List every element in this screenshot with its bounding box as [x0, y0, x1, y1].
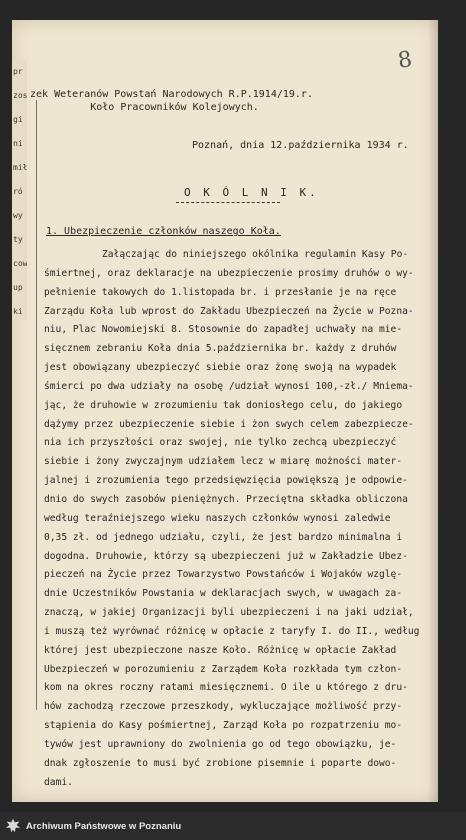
underlying-page-strip: [12, 60, 27, 320]
body-line: Załączając do niniejszego okólnika regulamin Kasy Po-: [102, 249, 409, 260]
margin-fragment: cow: [13, 259, 27, 268]
body-line: dami.: [44, 776, 73, 788]
body-line: dnie Uczestników Powstania w deklaracjach swych, w uwagach za-: [44, 588, 403, 600]
margin-fragment: ró: [13, 187, 23, 196]
body-line: siebie i żony zwyczajnym udziałem lecz w miarę możności mater-: [44, 456, 403, 468]
body-line: niu, Plac Nowomiejski 8. Stosownie do zapadłej uchwały na mie-: [44, 324, 403, 336]
margin-rule: [36, 100, 37, 710]
body-line: tywów jest uprawniony do zwolnienia go od tego obowiązku, je-: [44, 738, 397, 750]
section-heading: 1. Ubezpieczenie członków naszego Koła.: [46, 226, 281, 237]
body-line: jalnej i zrozumienia tego przedsięwzięcia powiększą je odpowie-: [44, 475, 408, 487]
body-line: której jest ubezpieczone nasze Koło. Różnicę w opłacie Zakład: [44, 644, 397, 656]
margin-fragment: ni: [13, 139, 23, 148]
body-line: 0,35 zł. od jednego udziału, czyli, że jest bardzo minimalna i: [44, 531, 403, 543]
body-line: Zarządu Koła lub wprost do Zakładu Ubezpieczeń na Życie w Pozna-: [44, 305, 414, 317]
body-line: znaczą, w jakiej Organizacji byli ubezpieczeni i na jaki udział,: [44, 607, 414, 619]
body-line: jąc, że druhowie w zrozumieniu tak doniosłego celu, do jakiego: [44, 399, 403, 411]
title-underline: [176, 202, 280, 203]
letterhead-line-2: Koło Pracowników Kolejowych.: [90, 102, 259, 113]
letterhead-line-1: zek Weteranów Powstań Narodowych R.P.1914/19.r.: [30, 89, 313, 100]
page-edge-shadow: [428, 20, 438, 802]
body-line: śmiertnej, oraz deklaracje na ubezpieczenie prosimy druhów o wy-: [44, 267, 414, 279]
body-line: sięcznem zebraniu Koła dnia 5.października br. każdy z druhów: [44, 343, 397, 355]
archive-footer: [0, 812, 466, 840]
letterhead: [30, 88, 313, 114]
margin-fragment: up: [13, 283, 23, 292]
body-line: dnak zgłoszenie to musi być zrobione pisemnie i poparte dowo-: [44, 757, 397, 769]
body-line: kom na okres roczny ratami miesięcznemi. O ile u którego z dru-: [44, 682, 408, 694]
body-line: Ubezpieczeń w porozumieniu z Zarządem Koła rozkłada tym człon-: [44, 663, 403, 675]
margin-fragment: zos: [13, 91, 27, 100]
place-and-date: Poznań, dnia 12.października 1934 r.: [192, 140, 409, 151]
document-page: [12, 20, 438, 802]
body-text: [44, 246, 428, 792]
margin-fragment: ty: [13, 235, 23, 244]
body-line: dnio do swych zasobów pieniężnych. Przeciętna składka obliczona: [44, 493, 408, 505]
body-line: śmierci po dwa udziały na osobę /udział wynosi 100,-zł./ Mniema-: [44, 380, 414, 392]
body-line: dogodna. Druhowie, którzy są ubezpieczeni już w Zakładzie Ubez-: [44, 550, 408, 562]
body-line: pełnienie takowych do 1.listopada br. i przesłanie je na ręce: [44, 286, 397, 298]
handwritten-page-number: 8: [396, 47, 414, 74]
eagle-emblem-icon: [4, 817, 22, 835]
body-line: hów zachodzą rzeczowe przeszkody, wykluczające możliwość przy-: [44, 701, 403, 713]
body-line: pieczeń na Życie przez Towarzystwo Powstańców i Wojaków wzglę-: [44, 569, 403, 581]
body-line: jest obowiązany ubezpieczyć siebie oraz żonę swoją na wypadek: [44, 362, 397, 374]
margin-fragment: ki: [13, 307, 23, 316]
body-line: według teraźniejszego wieku naszych członków wynosi zaledwie: [44, 512, 391, 524]
body-line: i muszą też wyrównać różnicę w opłacie z taryfy I. do II., według: [44, 625, 420, 637]
document-title: O K Ó L N I K.: [184, 186, 319, 199]
margin-fragment: wy: [13, 211, 23, 220]
archive-name: Archiwum Państwowe w Poznaniu: [26, 820, 182, 832]
margin-fragment: mił: [13, 163, 27, 172]
margin-fragment: gi: [13, 115, 23, 124]
body-line: stąpienia do Kasy pośmiertnej, Zarząd Koła po rozpatrzeniu mo-: [44, 720, 403, 732]
body-line: nia ich przyszłości oraz swojej, nie tylko zechcą ubezpieczyć: [44, 437, 397, 449]
margin-fragment: pr: [13, 67, 23, 76]
body-line: dążymy przez ubezpieczenie siebie i żon swych celem zabezpiecze-: [44, 418, 414, 430]
